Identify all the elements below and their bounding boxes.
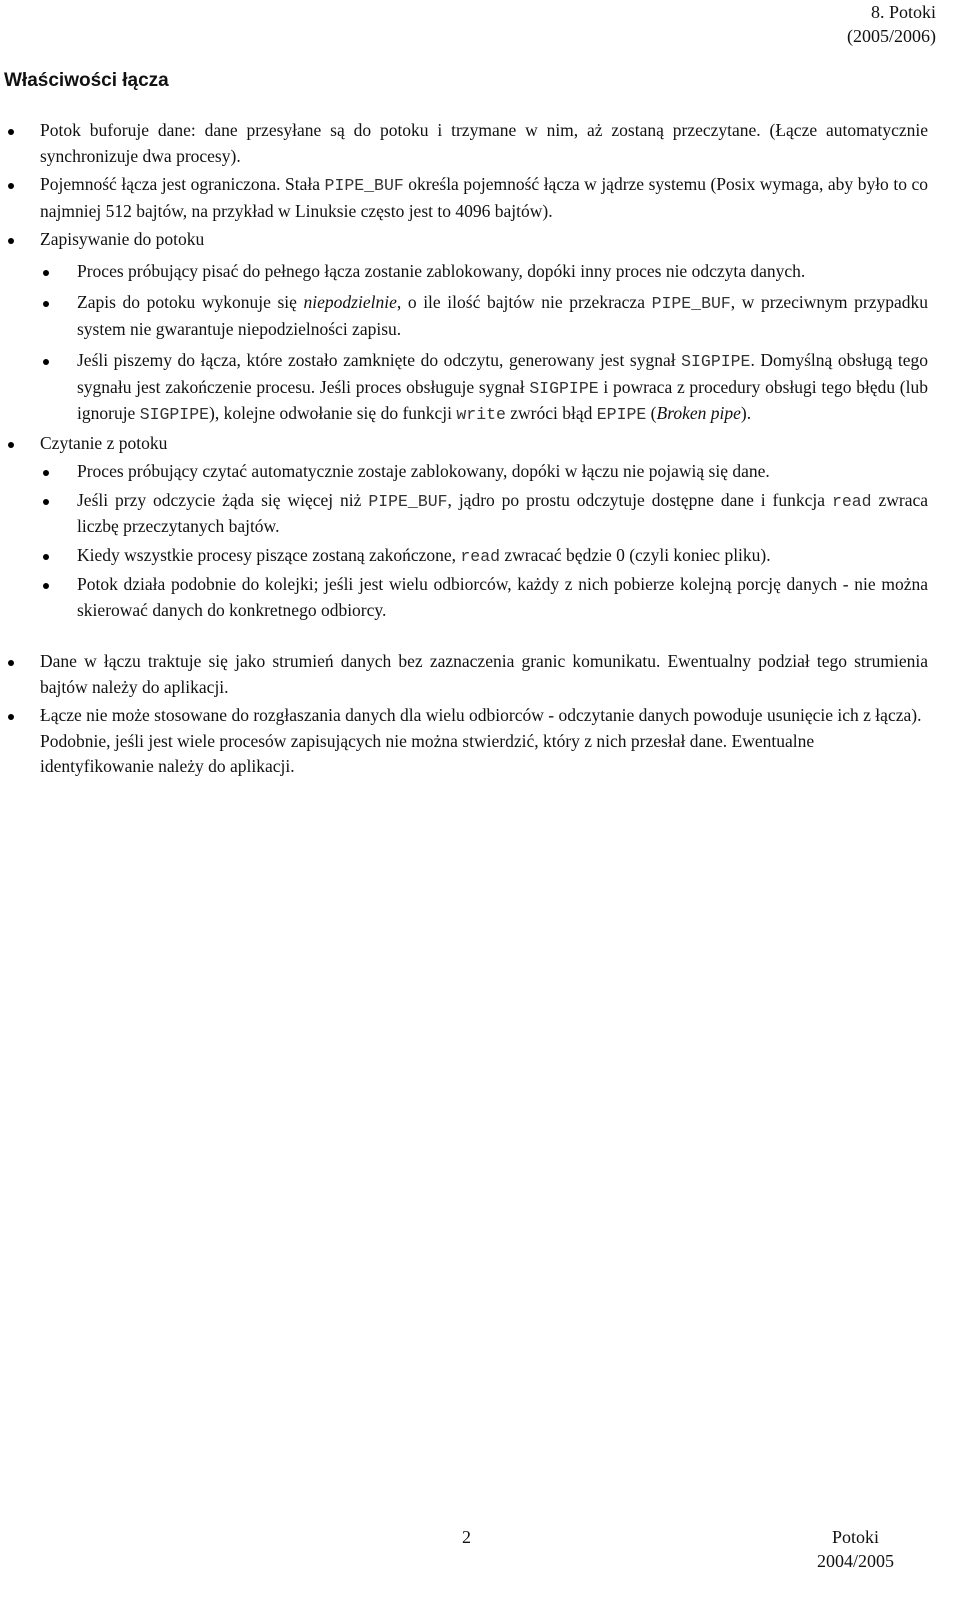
page-header (847, 0, 936, 48)
bullet-icon (43, 554, 49, 560)
bullet-icon (43, 470, 49, 476)
list-item-text: Łącze nie może stosowane do rozgłaszania danych dla wielu odbiorców - odczytanie danych powoduje usunięcie ich z łącza). Podobnie, jeśli jest wiele procesów zapisujących nie można stwierdzić, który z nich przesłał dane. Ewentualne identyfikowanie należy do aplikacji. (40, 705, 922, 776)
text-run: , jądro po prostu odczytuje dostępne dane i funkcja (447, 489, 832, 510)
text-run: zwracać będzie 0 (czyli koniec pliku). (500, 544, 771, 565)
list-item-text: Potok buforuje dane: dane przesyłane są do potoku i trzymane w nim, aż zostaną przeczytane. (Łącze automatycznie synchronizuje dwa procesy). (40, 120, 928, 166)
text-run: zwróci błąd (505, 403, 597, 423)
sublist-item (0, 543, 928, 570)
text-run: , o ile ilość bajtów nie przekracza (396, 292, 652, 312)
header-year: (2005/2006) (847, 26, 936, 46)
bullet-icon (8, 129, 14, 135)
text-run: Kiedy wszystkie procesy piszące zostaną zakończone, (77, 544, 461, 565)
bullet-icon (43, 359, 49, 365)
bullet-icon (43, 499, 49, 505)
text-run: ( (646, 403, 657, 423)
header-chapter: 8. Potoki (870, 2, 936, 22)
sublist-item (0, 259, 928, 285)
list-item-text (40, 174, 928, 221)
code-constant: PIPE_BUF (324, 176, 404, 195)
text-run: , w przeciwnym przypadku system nie gwarantuje niepodzielności zapisu. (77, 292, 929, 339)
sublist-item (0, 459, 928, 485)
section-title: Właściwości łącza (4, 70, 169, 91)
list-item (0, 431, 928, 457)
italic-term: Broken pipe (656, 403, 741, 423)
sublist-item (0, 488, 928, 540)
list-item-text: Potok działa podobnie do kolejki; jeśli jest wielu odbiorców, każdy z nich pobierze kolejną porcję danych - nie można skierować danych do konkretnego odbiorcy. (77, 574, 928, 620)
list-item (0, 649, 928, 700)
bullet-icon (8, 660, 14, 666)
text-run: Jeśli piszemy do łącza, które zostało zamknięte do odczytu, generowany jest sygnał (77, 350, 682, 370)
code-constant: SIGPIPE (681, 352, 751, 371)
text-run: Jeśli przy odczycie żąda się więcej niż (77, 489, 369, 510)
bullet-list (0, 118, 960, 780)
list-item-text (77, 545, 771, 565)
text-run: Zapis do potoku wykonuje się (77, 292, 304, 312)
text-run: ). (740, 403, 752, 423)
code-constant: PIPE_BUF (651, 294, 731, 313)
italic-term: niepodzielnie (303, 292, 397, 312)
code-function: write (456, 405, 506, 424)
bullet-icon (43, 301, 49, 307)
text-run: ), kolejne odwołanie się do funkcji (209, 403, 457, 423)
page-number: 2 (462, 1527, 471, 1547)
text-run: określa pojemność łącza w jądrze systemu (Posix wymaga, aby było to co najmniej 512 bajtów, na przykład w Linuksie często jest to 4096 bajtów). (40, 174, 928, 221)
list-item (0, 118, 928, 169)
list-item (0, 227, 928, 253)
sublist-item (0, 348, 928, 428)
list-item-text: Proces próbujący pisać do pełnego łącza zostanie zablokowany, dopóki inny proces nie odczyta danych. (77, 260, 806, 281)
list-item-text (77, 292, 928, 339)
bullet-icon (8, 238, 14, 244)
code-function: read (831, 491, 872, 511)
list-item-text: Dane w łączu traktuje się jako strumień danych bez zaznaczenia granic komunikatu. Ewentualny podział tego strumienia bajtów należy do aplikacji. (40, 651, 928, 697)
sublist-item (0, 572, 928, 623)
text-run: . Domyślną obsługą tego sygnału jest zakończenie procesu. Jeśli proces obsługuje sygnał (77, 350, 928, 397)
code-constant: EPIPE (596, 405, 647, 424)
list-item-text: Zapisywanie do potoku (40, 229, 205, 249)
bullet-icon (8, 714, 14, 720)
text-run: Pojemność łącza jest ograniczona. Stała (40, 174, 325, 194)
footer-title: Potoki (831, 1527, 879, 1547)
list-item-text: Czytanie z potoku (40, 432, 168, 453)
list-item-text (77, 350, 928, 423)
code-constant: SIGPIPE (139, 405, 210, 424)
text-run: i powraca z procedury obsługi tego błędu (lub ignoruje (77, 376, 928, 423)
text-run: zwraca liczbę przeczytanych bajtów. (77, 489, 928, 536)
code-constant: SIGPIPE (529, 378, 599, 398)
page-footer (817, 1525, 894, 1573)
code-function: read (460, 546, 500, 566)
list-item (0, 703, 928, 780)
bullet-icon (43, 270, 49, 276)
sublist-item (0, 290, 928, 342)
bullet-icon (8, 183, 14, 189)
code-constant: PIPE_BUF (368, 491, 448, 511)
footer-year: 2004/2005 (816, 1551, 894, 1571)
bullet-icon (8, 442, 14, 448)
bullet-icon (43, 583, 49, 589)
list-item (0, 172, 928, 224)
list-item-text: Proces próbujący czytać automatycznie zostaje zablokowany, dopóki w łączu nie pojawią się dane. (77, 461, 770, 481)
list-item-text (77, 490, 928, 537)
